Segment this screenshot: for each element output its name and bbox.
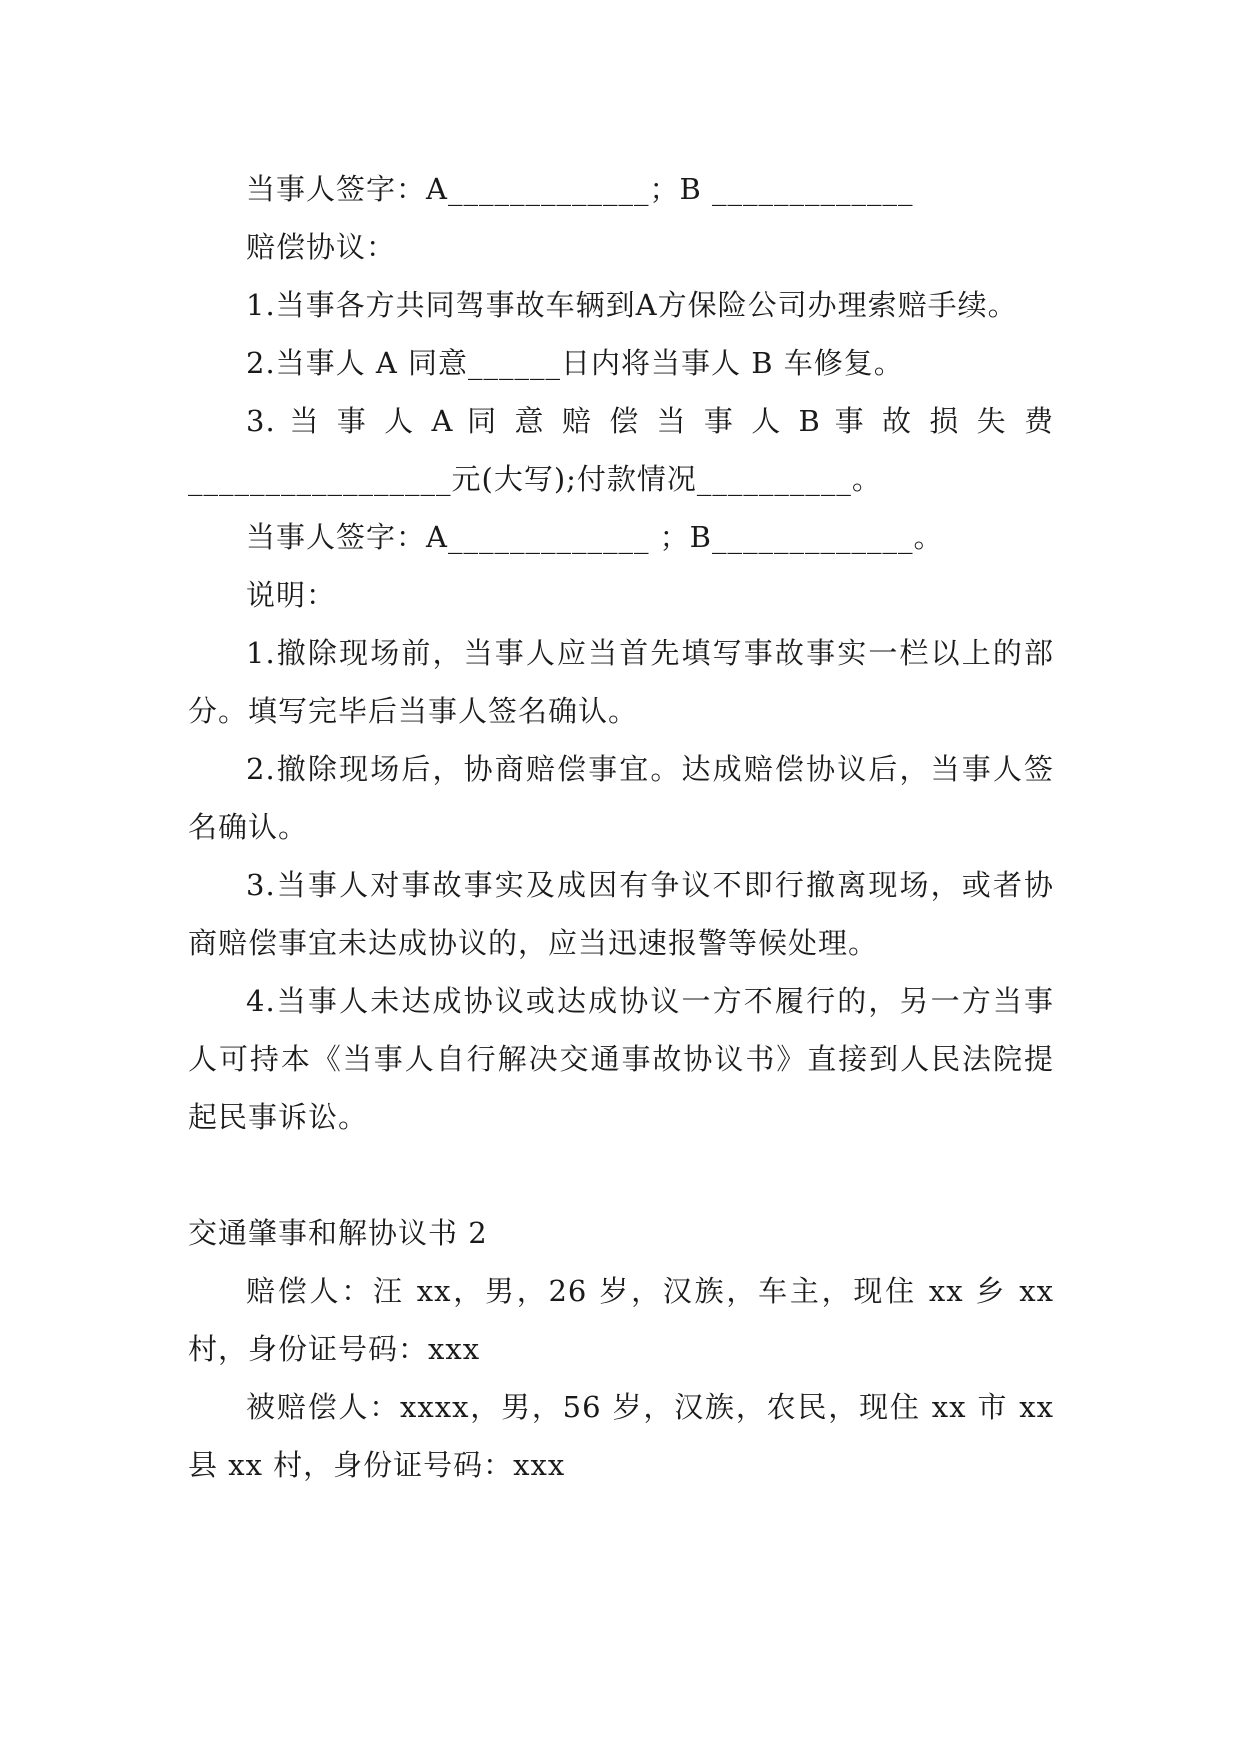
document-body — [188, 160, 1054, 1494]
notes-heading: 说明： — [246, 578, 337, 612]
signature-line-2: 当事人签字：A_____________ ；B_____________。 — [246, 520, 944, 554]
compensator-info: 赔偿人：汪 xx，男，26 岁，汉族，车主，现住 xx 乡 xx 村，身份证号码：xxx — [188, 1274, 1054, 1366]
note-item-3: 3.当事人对事故事实及成因有争议不即行撤离现场，或者协商赔偿事宜未达成协议的，应当迅速报警等候处理。 — [188, 868, 1054, 960]
agreement-item-1: 1.当事各方共同驾事故车辆到A方保险公司办理索赔手续。 — [246, 288, 1018, 322]
agreement-item-3: 3. 当 事 人 A 同 意 赔 偿 当 事 人 B 事 故 损 失 费 — [246, 404, 1054, 438]
signature-line-1: 当事人签字：A_____________；B _____________ — [246, 172, 914, 206]
note-item-2: 2.撤除现场后，协商赔偿事宜。达成赔偿协议后，当事人签名确认。 — [188, 752, 1054, 844]
note-item-4: 4.当事人未达成协议或达成协议一方不履行的，另一方当事人可持本《当事人自行解决交通事故协议书》直接到人民法院提起民事诉讼。 — [188, 984, 1054, 1134]
section-title: 交通肇事和解协议书 2 — [188, 1216, 488, 1250]
note-item-1: 1.撤除现场前，当事人应当首先填写事故事实一栏以上的部分。填写完毕后当事人签名确认。 — [188, 636, 1054, 728]
agreement-item-2: 2.当事人 A 同意______日内将当事人 B 车修复。 — [246, 346, 904, 380]
compensated-party-info: 被赔偿人：xxxx，男，56 岁，汉族，农民，现住 xx 市 xx 县 xx 村，身份证号码：xxx — [188, 1390, 1054, 1482]
agreement-item-3-continued: _________________元(大写);付款情况__________。 — [188, 462, 882, 496]
compensation-agreement-heading: 赔偿协议： — [246, 230, 397, 264]
